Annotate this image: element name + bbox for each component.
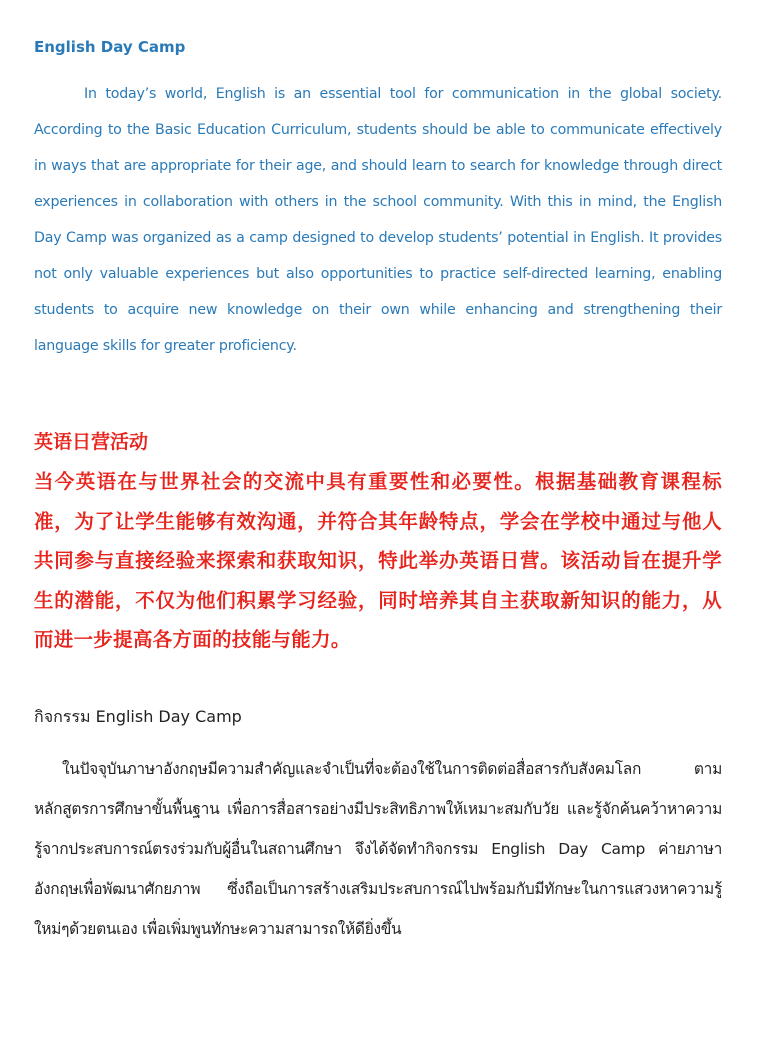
thai-paragraph: ในปัจจุบันภาษาอังกฤษมีความสำคัญและจำเป็นที่จะต้องใช้ในการติดต่อสื่อสารกับสังคมโลก ตามหลักสูตรการศึกษาขั้นพื้นฐาน เพื่อการสื่อสารอย่างมีประสิทธิภาพให้เหมาะสมกับวัย และรู้จักค้นคว้าหาความรู้จากประสบการณ์ตรงร่วมกับผู้อื่นในสถานศึกษา จึงได้จัดทำกิจกรรม English Day Camp ค่ายภาษาอังกฤษเพื่อพัฒนาศักยภาพ ซึ่งถือเป็นการสร้างเสริมประสบการณ์ไปพร้อมกับมีทักษะในการแสวงหาความรู้ใหม่ๆด้วยตนเอง เพื่อเพิ่มพูนทักษะความสามารถให้ดียิ่งขึ้น	[34, 760, 722, 938]
chinese-paragraph: 当今英语在与世界社会的交流中具有重要性和必要性。根据基础教育课程标准，为了让学生能够有效沟通，并符合其年龄特点，学会在学校中通过与他人共同参与直接经验来探索和获取知识，特此举办英语日营。该活动旨在提升学生的潜能，不仅为他们积累学习经验，同时培养其自主获取新知识的能力，从而进一步提高各方面的技能与能力。	[34, 470, 722, 651]
thai-title: กิจกรรม English Day Camp	[34, 707, 242, 726]
english-title: English Day Camp	[34, 38, 186, 56]
chinese-title: 英语日营活动	[34, 431, 149, 453]
english-paragraph: In today’s world, English is an essential tool for communication in the global society. According to the Basic Education Curriculum, students should be able to communicate effectively in ways that are appropriate for their age, and should learn to search for knowledge through direct experiences in collaboration with others in the school community. With this in mind, the English Day Camp was organized as a camp designed to develop students’ potential in English. It provides not only valuable experiences but also opportunities to practice self-directed learning, enabling students to acquire new knowledge on their own while enhancing and strengthening their language skills for greater proficiency.	[34, 86, 722, 354]
